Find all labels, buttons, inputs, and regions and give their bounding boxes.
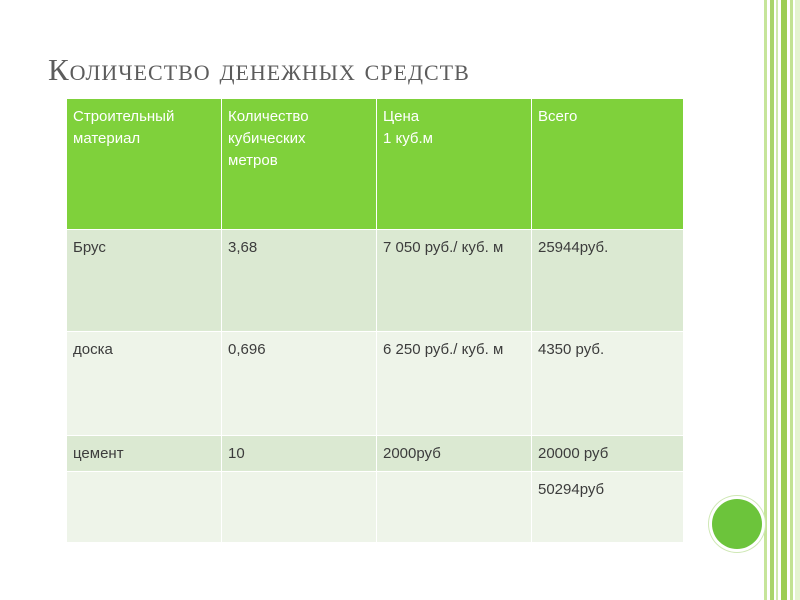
table-row <box>67 230 684 332</box>
header-material <box>67 99 222 230</box>
table-header-row <box>67 99 684 230</box>
header-line: Количество <box>228 108 309 125</box>
cell-total: 4350 руб. <box>532 332 684 436</box>
cell-total: 20000 руб <box>532 436 684 472</box>
table-row <box>67 436 684 472</box>
decorative-stripe <box>776 0 778 600</box>
cell-material: цемент <box>67 436 222 472</box>
table-row <box>67 472 684 543</box>
header-line: Всего <box>538 108 578 125</box>
decorative-stripe <box>781 0 787 600</box>
cell-volume: 0,696 <box>222 332 377 436</box>
cost-table <box>66 98 684 543</box>
decorative-stripe <box>770 0 774 600</box>
cell-price <box>377 472 532 543</box>
cell-material: доска <box>67 332 222 436</box>
cell-total: 25944руб. <box>532 230 684 332</box>
cell-price: 6 250 руб./ куб. м <box>377 332 532 436</box>
cell-material <box>67 472 222 543</box>
header-price <box>377 99 532 230</box>
header-total <box>532 99 684 230</box>
header-volume <box>222 99 377 230</box>
decorative-stripe <box>790 0 793 600</box>
cell-volume <box>222 472 377 543</box>
header-line: Цена <box>383 108 420 125</box>
cell-price: 2000руб <box>377 436 532 472</box>
decorative-stripe <box>795 0 800 600</box>
cell-volume: 10 <box>222 436 377 472</box>
slide-title: Количество денежных средств <box>48 52 470 87</box>
decorative-stripe <box>764 0 767 600</box>
cell-material: Брус <box>67 230 222 332</box>
header-line: метров <box>228 152 278 169</box>
cell-price: 7 050 руб./ куб. м <box>377 230 532 332</box>
header-line: 1 куб.м <box>383 130 433 147</box>
header-line: материал <box>73 130 141 147</box>
header-line: Строительный <box>73 108 175 125</box>
header-line: кубических <box>228 130 306 147</box>
table-row <box>67 332 684 436</box>
cell-volume: 3,68 <box>222 230 377 332</box>
green-circle-icon <box>712 499 762 549</box>
cell-grand-total: 50294руб <box>532 472 684 543</box>
